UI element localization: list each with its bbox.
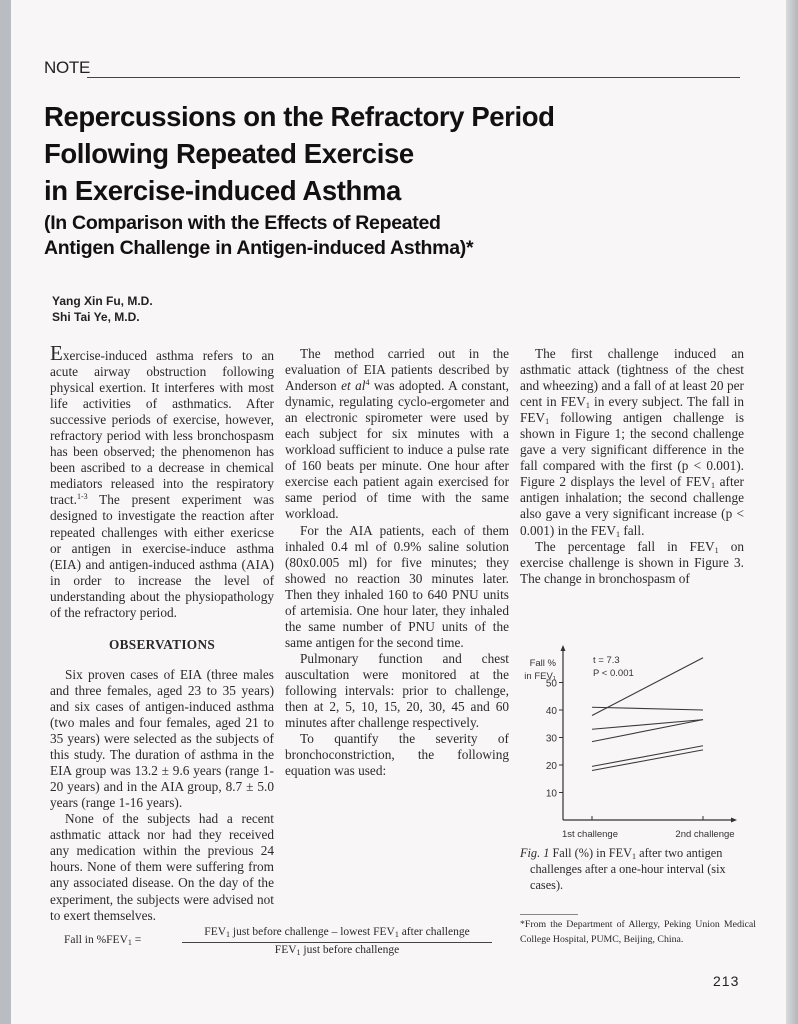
equation-lhs: Fall in $\%FEV_1$ = — [64, 934, 142, 947]
subjects-paragraph: None of the subjects had a recent asthmatic attack nor had they received any medication within the previous 24 hours. None of them were suffering from any associated disease. On the day of the experiment, the subjects were advised not to exert themselves. — [50, 811, 274, 923]
exercise-paragraph: The percentage fall in $FEV_1$ on exercise challenge is shown in Figure 3. The change in bronchospasm of — [520, 538, 744, 586]
chart-svg — [515, 640, 755, 840]
article-title — [44, 98, 744, 209]
citation: 1-3 — [76, 492, 88, 502]
page-number: 213 — [713, 973, 740, 989]
observations-heading: OBSERVATIONS — [108, 636, 216, 652]
fev-equation — [64, 926, 504, 962]
y-axis-label: Fall % — [529, 658, 556, 669]
column-1 — [50, 341, 274, 924]
quantify-paragraph: To quantify the severity of bronchoconstriction, the following equation was used: — [285, 731, 509, 779]
series-line-case-4 — [592, 720, 703, 742]
y-axis-arrow — [561, 645, 566, 651]
series-line-case-5 — [592, 746, 703, 767]
method-paragraph: The method carried out in the evaluation of EIA patients described by Anderson et $al^4$ was adopted. A constant, dynamic, regulating cyclo-ergometer and an electronic spirometer were used by each subject for six minutes with a workload sufficient to induce a pulse rate of 160 beats per minute. One hour after exercise each patient again exercised for same period of time with the same workload. — [285, 346, 510, 522]
author: Shi Tai Ye, M.D. — [52, 310, 140, 324]
header-rule — [87, 77, 740, 78]
section-header — [44, 58, 740, 80]
y-tick-label: 40 — [545, 706, 557, 717]
title-line: Repercussions on the Refractory Period — [44, 101, 555, 132]
column-3 — [520, 346, 744, 587]
footnote-rule — [520, 914, 578, 915]
title-line: Following Repeated Exercise — [44, 138, 414, 169]
subtitle-line: Antigen Challenge in Antigen-induced Asthma)* — [44, 237, 474, 259]
subtitle-line: (In Comparison with the Effects of Repeated — [44, 212, 441, 234]
column-2 — [285, 346, 509, 779]
author: Yang Xin Fu, M.D. — [52, 294, 153, 308]
fraction-bar — [182, 942, 492, 943]
pulmonary-paragraph: Pulmonary function and chest auscultation were monitored at the following intervals: prior to challenge, then at 2, 5, 10, 15, 20, 30, 45 and 60 minutes after challenge respectively. — [285, 650, 509, 731]
section-label: NOTE — [44, 58, 91, 77]
x-axis-arrow — [731, 818, 737, 823]
chart-annotation: t = 7.3 — [593, 655, 620, 666]
y-tick-label: 20 — [545, 761, 557, 772]
authors — [52, 293, 153, 325]
title-line: in Exercise-induced Asthma — [44, 175, 401, 206]
series-line-case-3 — [592, 720, 703, 730]
results-paragraph: The first challenge induced an asthmatic attack (tightness of the chest and wheezing) and a fall of at least 20 per cent in $FEV_1$ in every subject. The fall in $FEV_1$ following antigen challenge is shown in Figure 1; the second challenge gave a very significant difference in the fall compared with the first (p < 0.001). Figure 2 displays the level of $FEV_1$ after antigen inhalation; the second challenge also gave a very significant increase (p < 0.001) in the $FEV_1$ fall. — [520, 346, 744, 539]
figure-1-chart — [515, 640, 755, 840]
observations-paragraph: Six proven cases of EIA (three males and three females, aged 23 to 35 years) and six cases of antigen-induced asthma (two males and four females, aged 21 to 35 years) were selected as the subjects of this study. The duration of asthma in the EIA group was 13.2 ± 9.6 years (range 1-20 years) and in the AIA group, 8.7 ± 5.0 years (range 1-16 years). — [50, 666, 274, 811]
chart-annotation: P < 0.001 — [593, 668, 634, 679]
footnote: *From the Department of Allergy, Peking Union Medical College Hospital, PUMC, Beijing, China. — [520, 919, 756, 945]
figure-label: Fig. 1 — [520, 846, 550, 860]
y-tick-label: 10 — [545, 788, 557, 800]
series-line-case-1 — [592, 658, 703, 716]
page-edge — [786, 0, 798, 1024]
x-tick-label: 2nd challenge — [675, 829, 735, 840]
equation-denominator: $FEV_1$ just before challenge — [274, 944, 400, 957]
equation-numerator: $FEV_1$ just before challenge – lowest $FEV_1$ after challenge — [204, 926, 470, 939]
intro-paragraph: Exercise-induced asthma refers to an acute airway obstruction following physical exertion. It interferes with most life activities of asthmatics. After successive periods of exercise, however, refractory period with less bronchospasm has been observed; the phenomenon has been ascribed to a decrease in chemical mediators released into the respiratory tract.$^{1-3}$ The present experiment was designed to investigate the reaction after repeated challenges with either exericse or antigen in exercise-induce asthma (EIA) and antigen-induced asthma (AIA) in order to increase the level of understanding about the physiopathology of the refractory period. — [50, 341, 274, 620]
citation: 4 — [365, 378, 370, 388]
y-tick-label: 50 — [545, 678, 557, 690]
article-subtitle — [44, 211, 744, 261]
aia-paragraph: For the AIA patients, each of them inhaled 0.4 ml of 0.9% saline solution (80x0.005 ml) for five minutes; they showed no reaction 30 minutes later. Then they inhaled 160 to 640 PNU units of artemisia. One hour later, they inhaled the same number of PNU units of the same antigen for the second time. — [285, 522, 509, 650]
series-line-case-6 — [592, 750, 703, 771]
series-line-case-2 — [592, 707, 703, 710]
y-tick-label: 30 — [545, 733, 557, 745]
drop-cap: E — [50, 341, 63, 365]
figure-caption: Fig. 1 Fall (%) in $FEV_1$ after two antigen challenges after a one-hour interval (six cases). — [520, 846, 726, 892]
x-tick-label: 1st challenge — [562, 829, 618, 840]
y-axis-label: in FEV₁ — [524, 671, 556, 682]
